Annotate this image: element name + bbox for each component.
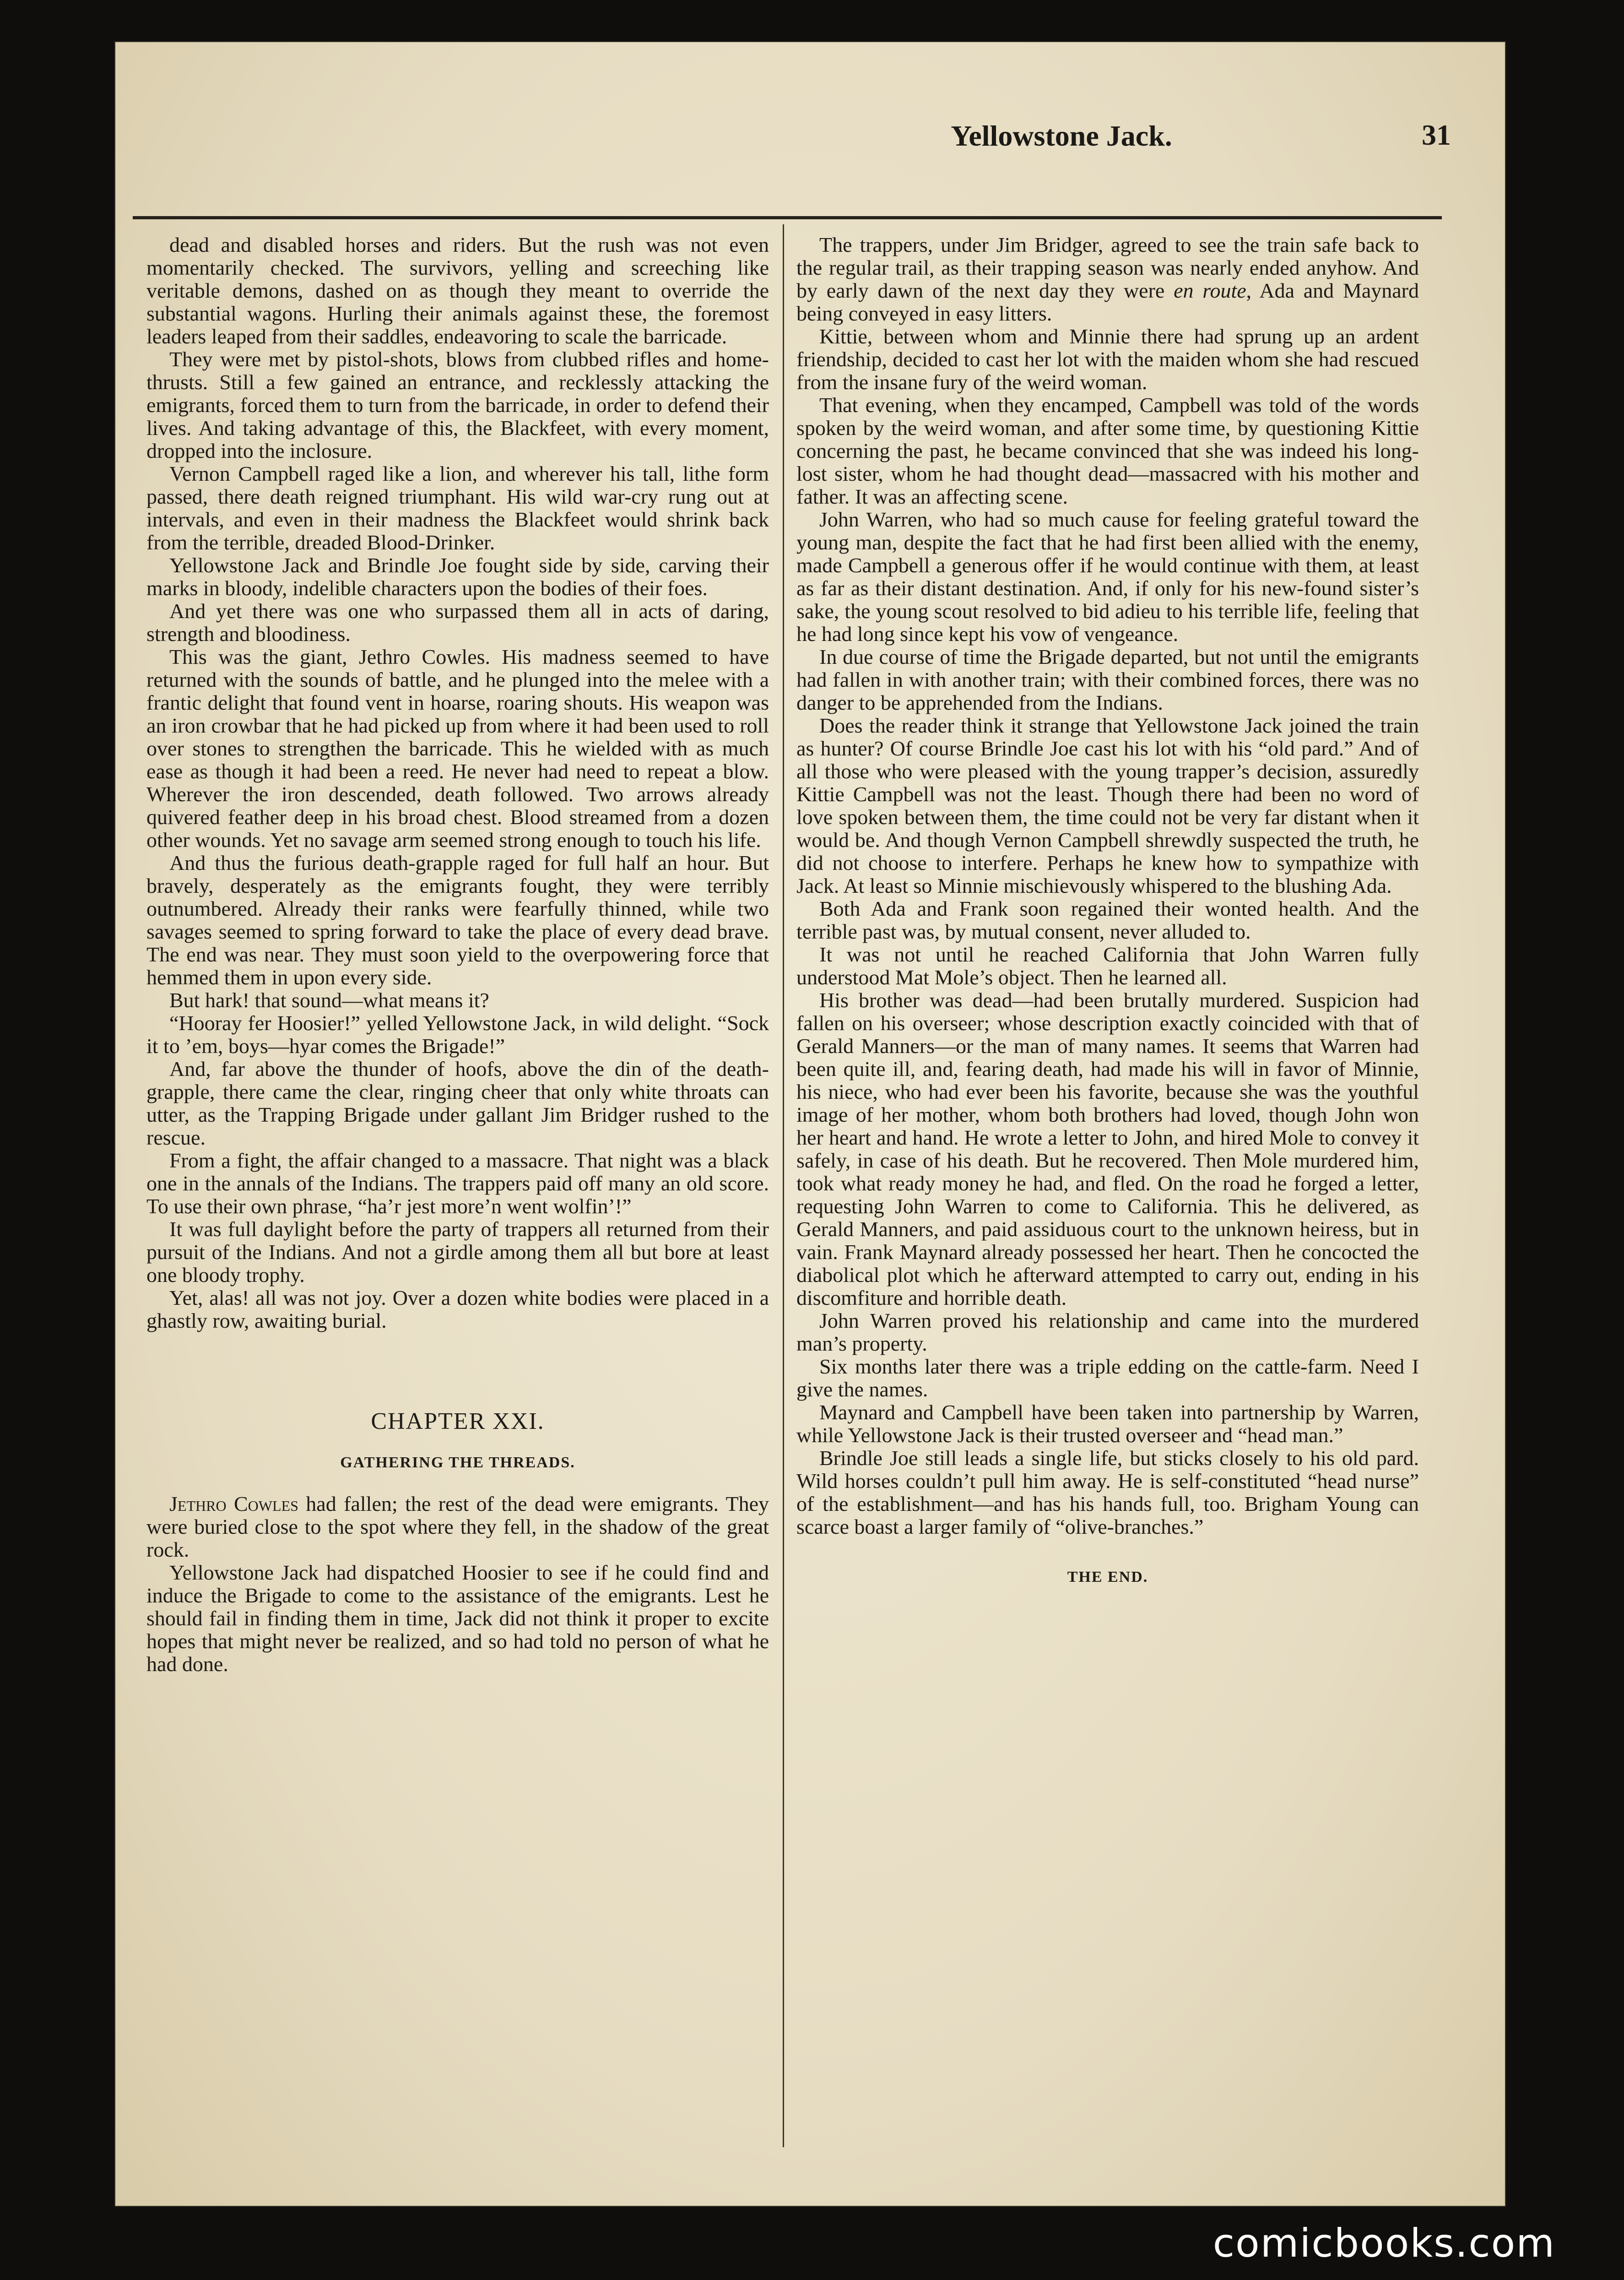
paragraph	[796, 233, 1419, 325]
paragraph: Vernon Campbell raged like a lion, and wherever his tall, lithe form passed, there death reigned triumphant. His wild war-cry rung out at intervals, and even in their madness the Blackfeet would shrink back from the terrible, dreaded Blood-Drinker.	[146, 462, 769, 554]
column-divider	[783, 224, 784, 2147]
paragraph: Six months later there was a triple edding on the cattle-farm. Need I give the names.	[796, 1355, 1419, 1401]
left-column	[146, 233, 769, 1676]
paragraph: Yellowstone Jack had dispatched Hoosier to see if he could find and induce the Brigade to come to the assistance of the emigrants. Lest he should fail in finding them in time, Jack did not think it proper to excite hopes that might never be realized, and so had told no person of what he had done.	[146, 1561, 769, 1676]
paragraph: Brindle Joe still leads a single life, but sticks closely to his old pard. Wild horses couldn’t pull him away. He is self-constituted “head nurse” of the establishment—and has his hands full, too. Brigham Young can scarce boast a larger family of “olive-branches.”	[796, 1446, 1419, 1538]
paragraph: Yet, alas! all was not joy. Over a dozen white bodies were placed in a ghastly row, awaiting burial.	[146, 1286, 769, 1332]
paragraph: That evening, when they encamped, Campbell was told of the words spoken by the weird woman, and after some time, by questioning Kittie concerning the past, he became convinced that she was indeed his long-lost sister, whom he had thought dead—massacred with his mother and father. It was an affecting scene.	[796, 393, 1419, 508]
paragraph: dead and disabled horses and riders. But the rush was not even momentarily checked. The survivors, yelling and screeching like veritable demons, dashed on as though they meant to override the substantial wagons. Hurling their animals against these, the foremost leaders leaped from their saddles, endeavoring to scale the barricade.	[146, 233, 769, 348]
chapter-first-paragraph-text: had fallen; the rest of the dead were emigrants. They were buried close to the spot where they fell, in the shadow of the great rock.	[146, 1492, 769, 1561]
italic-phrase: en route	[1174, 279, 1246, 302]
header-rule	[133, 216, 1442, 219]
right-column	[796, 233, 1419, 1589]
paragraph: It was full daylight before the party of trappers all returned from their pursuit of the Indians. And not a girdle among them all but bore at least one bloody trophy.	[146, 1217, 769, 1287]
the-end-label: THE END.	[1067, 1569, 1148, 1585]
paragraph: “Hooray fer Hoosier!” yelled Yellowstone Jack, in wild delight. “Sock it to ’em, boys—hyar comes the Brigade!”	[146, 1011, 769, 1058]
paragraph-text: The trappers, under Jim Bridger, agreed to see the train safe back to the regular trail, as their trapping season was nearly ended anyhow. And by early dawn of the next day they were	[796, 233, 1419, 302]
paragraph: And, far above the thunder of hoofs, above the din of the death-grapple, there came the clear, ringing cheer that only white throats can utter, as the Trapping Brigade under gallant Jim Bridger rushed to the rescue.	[146, 1057, 769, 1149]
paragraph: John Warren, who had so much cause for feeling grateful toward the young man, despite the fact that he had first been allied with the enemy, made Campbell a generous offer if he would continue with them, at least as far as their distant destination. And, if only for his new-found sister’s sake, the young scout resolved to bid adieu to his terrible life, feeling that he had long since kept his vow of vengeance.	[796, 508, 1419, 646]
paragraph: And yet there was one who surpassed them all in acts of daring, strength and bloodiness.	[146, 599, 769, 646]
page-header	[617, 41, 1506, 165]
paragraph: Maynard and Campbell have been taken into partnership by Warren, while Yellowstone Jack is their trusted overseer and “head man.”	[796, 1401, 1419, 1447]
paragraph: Both Ada and Frank soon regained their wonted health. And the terrible past was, by mutual consent, never alluded to.	[796, 897, 1419, 943]
page-number: 31	[1422, 119, 1451, 151]
book-page	[114, 41, 1506, 2207]
paragraph: In due course of time the Brigade departed, but not until the emigrants had fallen in with another train; with their combined forces, there was no danger to be apprehended from the Indians.	[796, 645, 1419, 714]
paragraph: Kittie, between whom and Minnie there had sprung up an ardent friendship, decided to cast her lot with the maiden whom she had rescued from the insane fury of the weird woman.	[796, 325, 1419, 394]
chapter-heading	[146, 1410, 769, 1474]
paragraph: This was the giant, Jethro Cowles. His madness seemed to have returned with the sounds of battle, and he plunged into the melee with a frantic delight that found vent in hoarse, roaring shouts. His weapon was an iron crowbar that he had picked up from where it had been used to roll over stones to strengthen the barricade. This he wielded with as much ease as though it had been a reed. He never had need to repeat a blow. Wherever the iron descended, death followed. Two arrows already quivered feather deep in his broad chest. Blood streamed from a dozen other wounds. Yet no savage arm seemed strong enough to touch his life.	[146, 645, 769, 852]
paragraph: From a fight, the affair changed to a massacre. That night was a black one in the annals of the Indians. The trappers paid off many an old score. To use their own phrase, “ha’r jest more’n went wolfin’!”	[146, 1149, 769, 1218]
chapter-first-paragraph	[146, 1493, 769, 1561]
paragraph: They were met by pistol-shots, blows from clubbed rifles and home-thrusts. Still a few gained an entrance, and recklessly attacking the emigrants, forced them to turn from the barricade, in order to defend their lives. And taking advantage of this, the Blackfeet, with every moment, dropped into the inclosure.	[146, 347, 769, 462]
paragraph: Yellowstone Jack and Brindle Joe fought side by side, carving their marks in bloody, indelible characters upon the bodies of their foes.	[146, 554, 769, 600]
watermark: comicbooks.com	[1213, 2220, 1555, 2266]
paragraph: His brother was dead—had been brutally murdered. Suspicion had fallen on his overseer; whose description exactly coincided with that of Gerald Manners—or the man of many names. It seems that Warren had been quite ill, and, fearing death, had made his will in favor of Minnie, his niece, who had ever been his favorite, because she was the youthful image of her mother, whom both brothers had loved, though John won her heart and hand. He wrote a letter to John, and hired Mole to convey it safely, in case of his death. But he recovered. Then Mole murdered him, took what ready money he had, and fled. On the road he forged a letter, requesting John Warren to come to California. This he delivered, as Gerald Manners, and paid assiduous court to the unknown heiress, but in vain. Frank Maynard already possessed her heart. Then he concocted the diabolical plot which he afterward attempted to carry out, ending in his discomfiture and horrible death.	[796, 988, 1419, 1309]
paragraph: It was not until he reached California that John Warren fully understood Mat Mole’s object. Then he learned all.	[796, 943, 1419, 989]
paragraph: Does the reader think it strange that Yellowstone Jack joined the train as hunter? Of course Brindle Joe cast his lot with his “old pard.” And of all those who were pleased with the young trapper’s decision, assuredly Kittie Campbell was not the least. Though there had been no word of love spoken between them, the time could not be very far distant when it would be. And though Vernon Campbell shrewdly suspected the truth, he did not choose to interfere. Perhaps he knew how to sympathize with Jack. At least so Minnie mischievously whispered to the blushing Ada.	[796, 714, 1419, 897]
paragraph-text: , Ada and Maynard being conveyed in easy litters.	[796, 279, 1419, 325]
paragraph: John Warren proved his relationship and came into the murdered man’s property.	[796, 1309, 1419, 1355]
chapter-title: CHAPTER XXI.	[371, 1408, 545, 1434]
chapter-subtitle: GATHERING THE THREADS.	[340, 1454, 575, 1471]
chapter-lead-words: Jethro Cowles	[169, 1492, 298, 1515]
paragraph: But hark! that sound—what means it?	[169, 988, 489, 1012]
running-title: Yellowstone Jack.	[951, 119, 1172, 152]
paragraph: And thus the furious death-grapple raged for full half an hour. But bravely, desperately as the emigrants fought, they were terribly outnumbered. Already their ranks were fearfully thinned, while two savages seemed to spring forward to take the place of every dead brave. The end was near. They must soon yield to the overpowering force that hemmed them in upon every side.	[146, 851, 769, 989]
